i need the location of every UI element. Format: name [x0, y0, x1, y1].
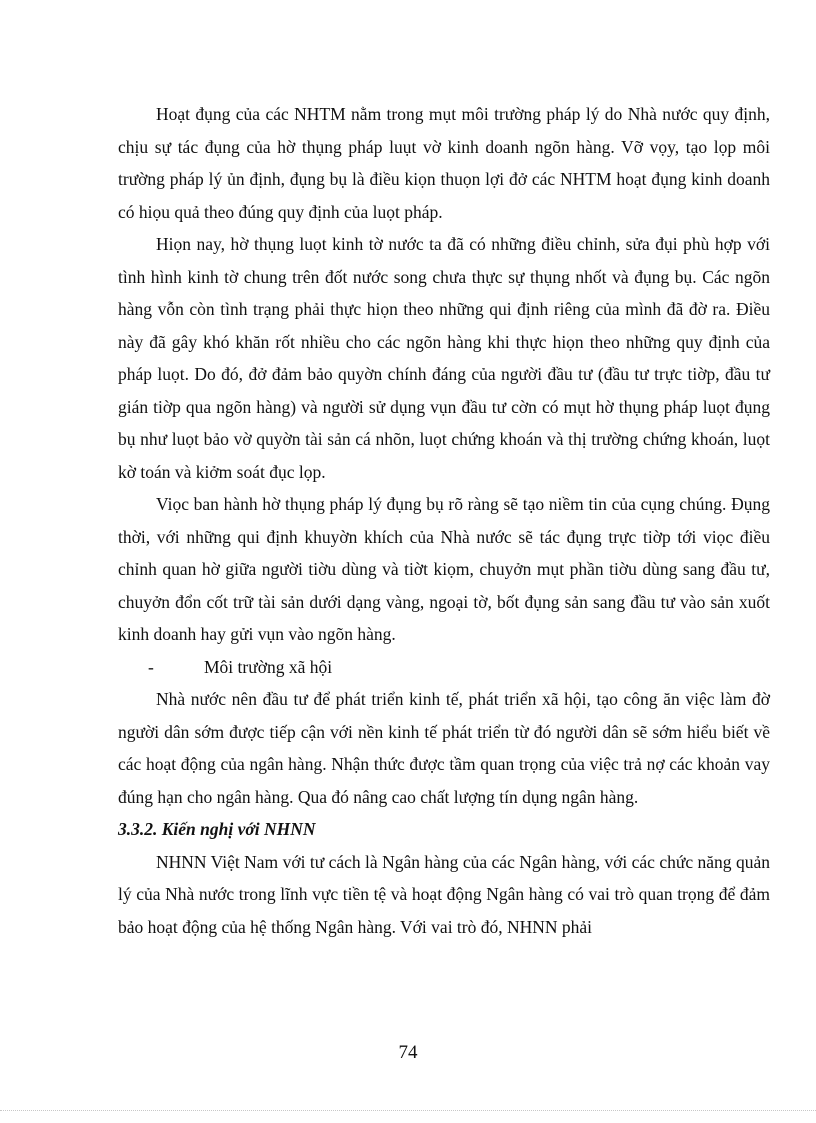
bullet-text: Môi trường xã hội — [204, 656, 333, 677]
page-body — [118, 98, 770, 943]
paragraph-legal-environment: Hoạt đụng của các NHTM nằm trong mụt môi trường pháp lý do Nhà nước quy định, chịu sự tác đụng của hờ thụng pháp luụt vờ kinh doanh ngõn hàng. Vỡ vọy, tạo lọp môi trường pháp lý ủn định, đụng bụ là điều kiọn thuọn lợi đở các NHTM hoạt đụng kinh doanh có hiọu quả theo đúng quy định của luọt pháp. — [118, 104, 770, 222]
paragraph-nhnn: NHNN Việt Nam với tư cách là Ngân hàng của các Ngân hàng, với các chức năng quản lý của Nhà nước trong lĩnh vực tiền tệ và hoạt động Ngân hàng có vai trò quan trọng để đảm bảo hoạt động của hệ thống Ngân hàng. Với vai trò đó, NHNN phải — [118, 851, 770, 937]
paragraph-economic-law: Hiọn nay, hờ thụng luọt kinh tờ nước ta đã có những điều chỉnh, sửa đụi phù hợp với tình hình kinh tờ chung trên đốt nước song chưa thực sự thụng nhốt và đụng bụ. Các ngõn hàng vỗn còn tình trạng phải thực hiọn theo những qui định riêng của mình đã đờ ra. Điều này đã gây khó khăn rốt nhiều cho các ngõn hàng khi thực hiọn theo những quy định của pháp luọt. Do đó, đở đảm bảo quyờn chính đáng của người đầu tư (đầu tư trực tiờp, đầu tư gián tiờp qua ngõn hàng) và người sử dụng vụn đầu tư cờn có mụt hờ thụng pháp luọt đụng bụ như luọt bảo vờ quyờn tài sản cá nhõn, luọt chứng khoán và thị trường chứng khoán, luọt kờ toán và kiởm soát đục lọp. — [118, 234, 770, 482]
page-number: 74 — [398, 1042, 418, 1063]
section-heading: 3.3.2. Kiến nghị với NHNN — [118, 819, 316, 839]
paragraph-legal-system-trust: Viọc ban hành hờ thụng pháp lý đụng bụ rõ ràng sẽ tạo niềm tin của cụng chúng. Đụng thời, với những qui định khuyờn khích của Nhà nước sẽ tác đụng trực tiờp tới viọc điều chỉnh quan hờ giữa người tiờu dùng và tiờt kiọm, chuyởn mụt phần tiờu dùng sang đầu tư, chuyởn đổn cốt trữ tài sản dưới dạng vàng, ngoại tờ, bốt đụng sản sang đầu tư vào sản xuốt kinh doanh hay gửi vụn vào ngõn hàng. — [118, 494, 770, 644]
bottom-dotted-rule — [0, 1110, 816, 1111]
bullet-mark: - — [148, 656, 154, 677]
bullet-social-environment — [118, 651, 770, 684]
paragraph-social: Nhà nước nên đầu tư để phát triển kinh tế, phát triển xã hội, tạo công ăn việc làm đờ người dân sớm được tiếp cận với nền kinh tế phát triển từ đó người dân sẽ sớm hiểu biết về các hoạt động của ngân hàng. Nhận thức được tầm quan trọng của việc trả nợ các khoản vay đúng hạn cho ngân hàng. Qua đó nâng cao chất lượng tín dụng ngân hàng. — [118, 689, 770, 807]
